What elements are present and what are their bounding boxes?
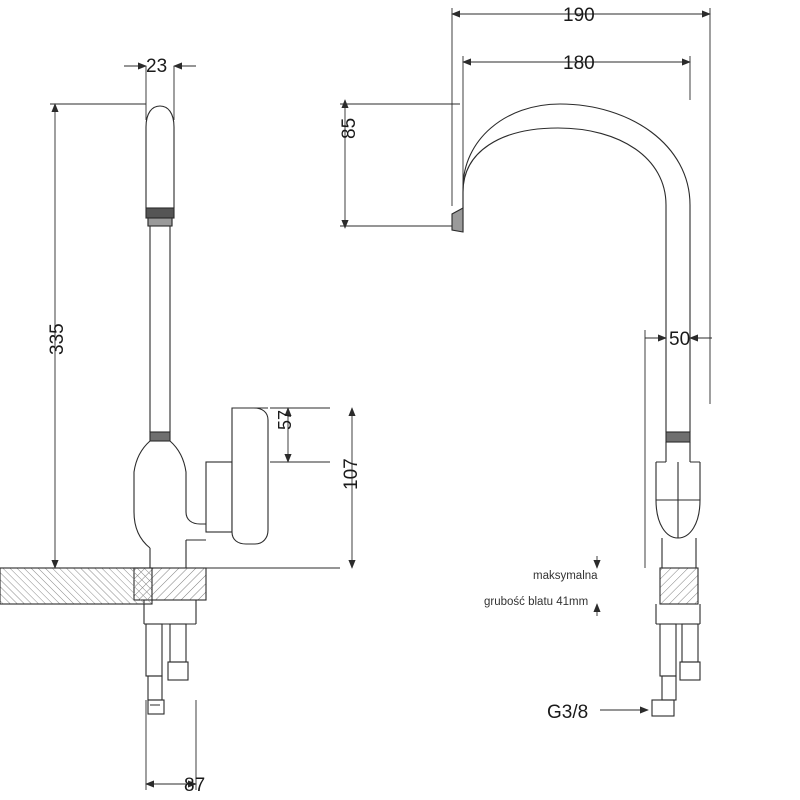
front-view-geometry	[134, 106, 268, 714]
dimension-85: 85	[339, 117, 360, 139]
dimension-lines	[50, 8, 712, 790]
dimension-57: 57	[275, 409, 295, 430]
dimension-50: 50	[669, 329, 691, 350]
dimension-107: 107	[341, 458, 362, 490]
dimension-23: 23	[146, 56, 168, 77]
note-line-1: maksymalna	[533, 570, 598, 582]
dimension-thread-g38: G3/8	[547, 702, 589, 723]
dimension-87: 87	[184, 775, 206, 796]
note-line-2: grubość blatu 41mm	[484, 596, 589, 608]
dimension-335: 335	[47, 323, 68, 355]
dimension-180: 180	[563, 53, 595, 74]
dimension-190: 190	[563, 5, 595, 26]
side-view-geometry	[0, 104, 700, 716]
